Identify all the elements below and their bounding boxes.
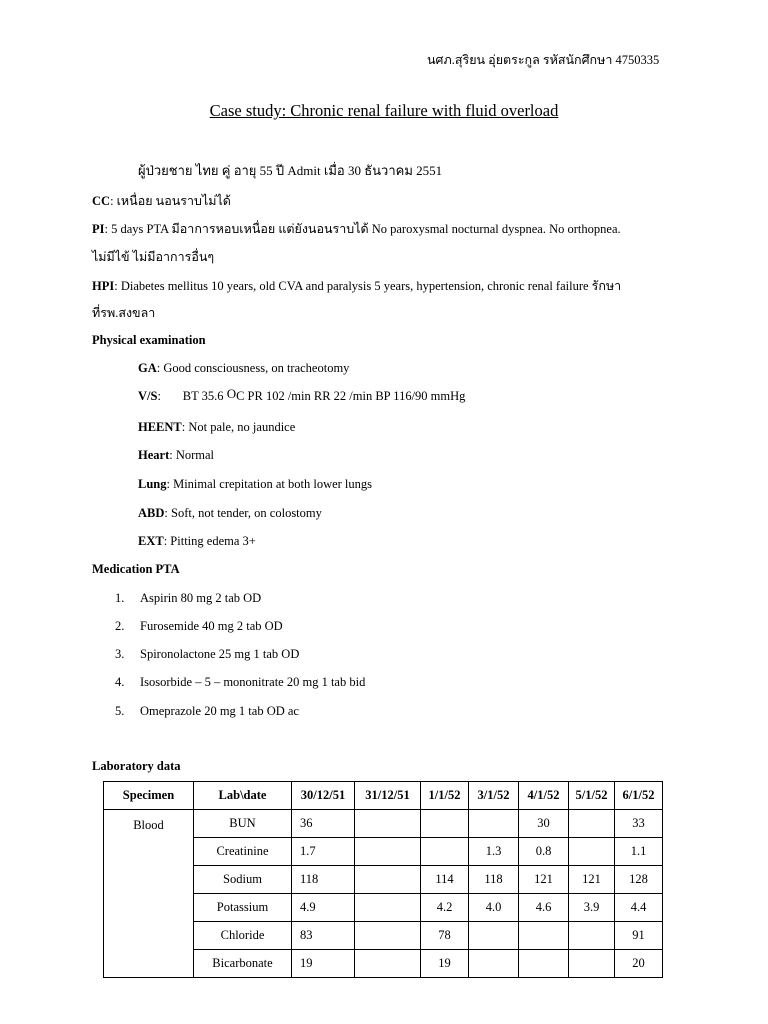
pe-lung: Lung: Minimal crepitation at both lower lungs (138, 477, 373, 491)
lab-name-cell: Chloride (194, 922, 292, 950)
patient-info: ผู้ป่วยชาย ไทย คู่ อายุ 55 ปี Admit เมื่อ 30 ธันวาคม 2551 (138, 163, 443, 178)
lab-value-cell: 118 (292, 866, 355, 894)
pi-label: PI (92, 222, 105, 236)
lab-value-cell: 20 (615, 950, 663, 978)
lab-value-cell: 36 (292, 810, 355, 838)
author-student-id: นศภ.สุริยน อุ่ยตระกูล รหัสนักศึกษา 4750335 (427, 53, 660, 67)
med-item-text: Spironolactone 25 mg 1 tab OD (140, 647, 300, 661)
cc-text: : เหนื่อย นอนราบไม่ได้ (110, 194, 231, 208)
lab-value-cell: 33 (615, 810, 663, 838)
lab-name-cell: Sodium (194, 866, 292, 894)
lab-value-cell: 19 (292, 950, 355, 978)
lab-name-cell: Potassium (194, 894, 292, 922)
lab-value-cell: 1.1 (615, 838, 663, 866)
pe-ext: EXT: Pitting edema 3+ (138, 534, 256, 548)
lab-value-cell: 19 (421, 950, 469, 978)
lab-value-cell (569, 810, 615, 838)
lab-name-cell: BUN (194, 810, 292, 838)
med-item-text: Isosorbide – 5 – mononitrate 20 mg 1 tab bid (140, 675, 366, 689)
lab-value-cell: 4.4 (615, 894, 663, 922)
medication-heading: Medication PTA (92, 562, 180, 576)
lab-value-cell (519, 950, 569, 978)
lab-value-cell: 91 (615, 922, 663, 950)
lab-value-cell: 114 (421, 866, 469, 894)
lab-name-cell: Bicarbonate (194, 950, 292, 978)
med-item-num: 3. (115, 647, 125, 661)
lab-value-cell (421, 838, 469, 866)
chief-complaint (92, 191, 231, 211)
lab-value-cell: 4.2 (421, 894, 469, 922)
lab-header-cell: 31/12/51 (355, 782, 421, 810)
lab-value-cell (355, 950, 421, 978)
pe-heent: HEENT: Not pale, no jaundice (138, 420, 296, 434)
lab-header-cell: Specimen (104, 782, 194, 810)
lab-value-cell: 121 (569, 866, 615, 894)
degree-symbol: O (226, 386, 237, 401)
pe-ga: GA: Good consciousness, on tracheotomy (138, 361, 350, 375)
med-item-text: Aspirin 80 mg 2 tab OD (140, 591, 262, 605)
med-item-num: 5. (115, 704, 125, 718)
lab-value-cell: 1.7 (292, 838, 355, 866)
lab-name-cell: Creatinine (194, 838, 292, 866)
lab-value-cell: 4.0 (469, 894, 519, 922)
med-item-num: 1. (115, 591, 125, 605)
lab-value-cell: 4.6 (519, 894, 569, 922)
lab-value-cell (569, 922, 615, 950)
med-item-text: Furosemide 40 mg 2 tab OD (140, 619, 283, 633)
lab-value-cell (355, 838, 421, 866)
lab-header-cell: Lab\date (194, 782, 292, 810)
pe-heart: Heart: Normal (138, 448, 215, 462)
lab-value-cell: 83 (292, 922, 355, 950)
lab-value-cell: 30 (519, 810, 569, 838)
lab-value-cell (569, 950, 615, 978)
lab-value-cell: 3.9 (569, 894, 615, 922)
lab-value-cell: 78 (421, 922, 469, 950)
past-history-cont: ที่รพ.สงขลา (92, 306, 156, 320)
lab-value-cell: 128 (615, 866, 663, 894)
lab-value-cell: 4.9 (292, 894, 355, 922)
present-illness-cont: ไม่มีไข้ ไม่มีอาการอื่นๆ (92, 250, 215, 264)
lab-value-cell (519, 922, 569, 950)
lab-value-cell (355, 894, 421, 922)
lab-header-cell: 1/1/52 (421, 782, 469, 810)
lab-value-cell (421, 810, 469, 838)
lab-value-cell (355, 922, 421, 950)
lab-value-cell: 121 (519, 866, 569, 894)
lab-value-cell (469, 810, 519, 838)
med-item-num: 2. (115, 619, 125, 633)
present-illness (92, 219, 621, 239)
lab-header-cell: 30/12/51 (292, 782, 355, 810)
lab-table (103, 781, 663, 978)
lab-header-cell: 5/1/52 (569, 782, 615, 810)
pi-text: : 5 days PTA มีอาการหอบเหนื่อย แต่ยังนอนราบได้ No paroxysmal nocturnal dyspnea. No orthopnea. (104, 222, 621, 236)
lab-value-cell: 118 (469, 866, 519, 894)
past-history (92, 276, 621, 296)
lab-heading: Laboratory data (92, 759, 181, 773)
cc-label: CC (92, 194, 111, 208)
lab-value-cell: 1.3 (469, 838, 519, 866)
lab-value-cell (469, 922, 519, 950)
lab-header-cell: 3/1/52 (469, 782, 519, 810)
specimen-cell: Blood (104, 810, 194, 978)
physical-exam-heading: Physical examination (92, 333, 206, 347)
pe-vital-signs: V/S: BT 35.6 $^O$C PR 102 /min RR 22 /min BP 116/90 mmHg (138, 386, 466, 403)
med-item-num: 4. (115, 675, 125, 689)
lab-value-cell: 0.8 (519, 838, 569, 866)
pe-abd: ABD: Soft, not tender, on colostomy (138, 506, 322, 520)
hpi-label: HPI (92, 279, 115, 293)
lab-value-cell (355, 810, 421, 838)
lab-header-cell: 6/1/52 (615, 782, 663, 810)
lab-header-row (104, 782, 663, 810)
lab-header-cell: 4/1/52 (519, 782, 569, 810)
lab-value-cell (569, 838, 615, 866)
med-item-text: Omeprazole 20 mg 1 tab OD ac (140, 704, 299, 718)
lab-value-cell (469, 950, 519, 978)
lab-value-cell (355, 866, 421, 894)
table-row (104, 810, 663, 838)
document-title: Case study: Chronic renal failure with fluid overload (209, 101, 559, 120)
hpi-text: : Diabetes mellitus 10 years, old CVA and paralysis 5 years, hypertension, chronic renal failure รักษา (114, 279, 622, 293)
